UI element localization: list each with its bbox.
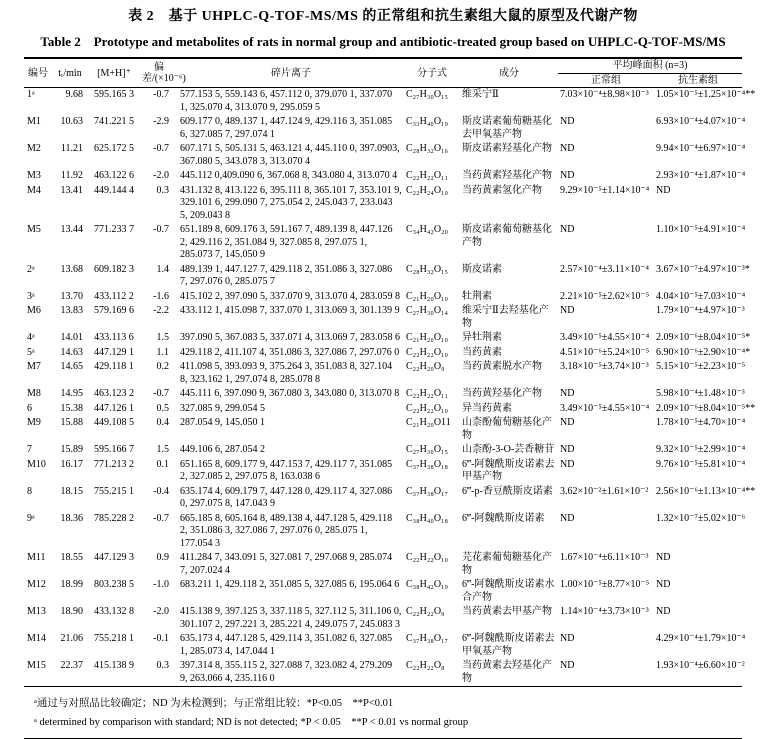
row-antibiotic-area: 1.32×10⁻⁷±5.02×10⁻⁶: [656, 512, 746, 524]
row-antibiotic-area: ND: [656, 552, 671, 564]
row-formula: C₃₃H₄₀O₁₉: [406, 116, 449, 128]
footnotes: [24, 695, 742, 732]
row-fragment-ions: 431.132 8, 413.122 6, 395.111 8, 365.101 7, 353.101 9, 329.101 6, 299.090 7, 275.054 2, 245.043 7, 233.043 5, 209.043 8: [180, 184, 402, 221]
row-fragment-ions: 651.189 8, 609.176 3, 591.167 7, 489.139 8, 447.126 2, 429.116 2, 351.084 9, 327.085 8, 297.075 1, 285.073 7, 145.050 9: [180, 224, 393, 261]
row-fragment-ions: 683.211 1, 429.118 2, 351.085 5, 327.085 6, 195.064 6: [180, 579, 400, 591]
row-formula: C₃₄H₄₂O₂₀: [406, 224, 449, 236]
row-retention-time: 18.36: [60, 512, 83, 524]
col-header-deviation: 偏差/(×10⁻⁶): [140, 58, 178, 88]
table-row: [24, 443, 742, 458]
row-deviation: -0.7: [153, 89, 169, 101]
row-deviation: 1.5: [156, 444, 169, 456]
row-no: M15: [27, 660, 46, 672]
row-formula: C₃₇H₃₈O₁₇: [406, 485, 449, 497]
row-no: M2: [27, 143, 41, 155]
row-component: 当药黄素去羟基化产物: [462, 660, 552, 684]
row-deviation: 0.3: [156, 660, 169, 672]
row-no: M6: [27, 305, 41, 317]
row-formula: C₂₈H₃₂O₁₆: [406, 143, 449, 155]
row-retention-time: 9.68: [65, 89, 83, 101]
row-antibiotic-area: 4.29×10⁻⁴±1.79×10⁻⁴: [656, 633, 746, 645]
table-row: [24, 551, 742, 578]
row-component: 斯皮诺素葡萄糖基化产物: [462, 224, 552, 248]
footnote-zh: ᵃ通过与对照品比较确定；ND 为未检测到；与正常组比较：*P<0.05 **P<0.01: [34, 698, 394, 710]
row-retention-time: 18.99: [60, 579, 83, 591]
row-formula: C₂₂H₂₂O₁₀: [406, 346, 449, 358]
row-fragment-ions: 433.112 1, 415.098 7, 337.070 1, 313.069 3, 301.139 9: [180, 305, 400, 317]
table-row: [24, 387, 742, 402]
table-row: [24, 115, 742, 142]
row-deviation: 0.9: [156, 552, 169, 564]
row-component: 当药黄羟基化产物: [462, 388, 542, 400]
row-normal-area: ND: [560, 143, 575, 155]
row-mh: 771.213 2: [94, 458, 134, 470]
col-header-mh: [M+H]⁺: [88, 58, 140, 88]
row-formula: C₂₂H₂₄O₁₀: [406, 184, 449, 196]
row-no: M5: [27, 224, 41, 236]
row-component: 当药黄素脱水产物: [462, 361, 542, 373]
row-antibiotic-area: 2.93×10⁻⁴±1.87×10⁻⁴: [656, 170, 746, 182]
row-normal-area: ND: [560, 417, 575, 429]
table-row: [24, 659, 742, 687]
table-row: [24, 512, 742, 552]
row-formula: C₃₈H₄₀O₁₈: [406, 512, 449, 524]
row-no: M12: [27, 579, 46, 591]
row-normal-area: 7.03×10⁻⁴±8.98×10⁻³: [560, 89, 649, 101]
table-header: [24, 58, 742, 88]
row-normal-area: 1.00×10⁻⁵±8.77×10⁻⁵: [560, 579, 650, 591]
row-retention-time: 13.70: [60, 290, 83, 302]
row-formula: C₂₂H₂₀O₉: [406, 361, 445, 373]
table-row: [24, 290, 742, 305]
row-retention-time: 18.90: [60, 606, 83, 618]
row-mh: 433.112 2: [94, 290, 134, 302]
row-fragment-ions: 445.112 0,409.090 6, 367.068 8, 343.080 4, 313.070 4: [180, 170, 398, 182]
row-fragment-ions: 411.098 5, 393.093 9, 375.264 3, 351.083 8, 327.104 8, 323.162 1, 297.074 8, 285.078 8: [180, 361, 393, 385]
row-component: 当药黄素: [462, 346, 502, 358]
row-antibiotic-area: ND: [656, 184, 671, 196]
row-mh: 595.166 7: [94, 444, 134, 456]
row-component: 芫花素葡萄糖基化产物: [462, 552, 552, 576]
row-no: 9ᵃ: [27, 512, 35, 524]
table-body: [24, 88, 756, 687]
row-normal-area: 3.18×10⁻⁵±3.74×10⁻³: [560, 361, 649, 373]
row-no: M10: [27, 458, 46, 470]
row-component: 山柰酚葡萄糖基化产物: [462, 417, 552, 441]
row-mh: 755.215 1: [94, 485, 134, 497]
row-deviation: 0.2: [156, 361, 169, 373]
row-mh: 433.132 8: [94, 606, 134, 618]
row-component: 斯皮诺素葡萄糖基化去甲氧基产物: [462, 116, 552, 140]
row-normal-area: 9.29×10⁻⁵±1.14×10⁻⁴: [560, 184, 650, 196]
row-component: 斯皮诺素: [462, 263, 502, 275]
col-header-normal-group: 正常组: [558, 73, 654, 88]
row-no: 8: [27, 485, 32, 497]
row-mh: 447.129 3: [94, 552, 134, 564]
row-fragment-ions: 445.111 6, 397.090 9, 367.080 3, 343.080 0, 313.070 8: [180, 388, 400, 400]
row-normal-area: 4.51×10⁻⁶±5.24×10⁻⁵: [560, 346, 650, 358]
row-normal-area: ND: [560, 305, 575, 317]
table-row: [24, 360, 742, 387]
row-fragment-ions: 449.106 6, 287.054 2: [180, 444, 265, 456]
row-normal-area: ND: [560, 512, 575, 524]
table-row: [24, 485, 742, 512]
row-fragment-ions: 577.153 5, 559.143 6, 457.112 0, 379.070 1, 337.070 1, 325.070 4, 313.070 9, 295.059 5: [180, 89, 393, 113]
row-mh: 447.129 1: [94, 346, 134, 358]
row-formula: C₂₈H₃₂O₁₅: [406, 263, 449, 275]
row-no: M14: [27, 633, 46, 645]
table-row: [24, 632, 742, 659]
row-no: M7: [27, 361, 41, 373]
row-fragment-ions: 489.139 1, 447.127 7, 429.118 2, 351.086 3, 327.086 7, 297.076 0, 285.075 7: [180, 263, 393, 288]
table-row: [24, 88, 742, 116]
row-component: 6‴-p-香豆酰斯皮诺素: [462, 485, 553, 497]
row-mh: 449.108 5: [94, 417, 134, 429]
row-no: M13: [27, 606, 46, 618]
row-mh: 785.228 2: [94, 512, 134, 524]
row-normal-area: 2.57×10⁻⁴±3.11×10⁻⁴: [560, 263, 649, 275]
col-header-peak-area-group: 平均峰面积 (n=3): [558, 58, 742, 73]
row-deviation: -0.7: [153, 143, 169, 155]
row-formula: C₂₂H₂₂O₁₀: [406, 402, 449, 414]
row-formula: C₂₁H₂₀O11: [406, 417, 451, 429]
row-component: 6‴-阿魏酰斯皮诺素去甲基产物: [462, 458, 555, 483]
row-no: 4ᵃ: [27, 332, 35, 344]
row-no: M11: [27, 552, 46, 564]
row-component: 当药黄素羟基化产物: [462, 170, 552, 182]
row-no: 7: [27, 444, 32, 456]
row-mh: 447.126 1: [94, 402, 134, 414]
row-no: M4: [27, 184, 41, 196]
row-retention-time: 15.38: [60, 402, 83, 414]
row-formula: C₂₇H₃₀O₁₄: [406, 305, 449, 317]
row-antibiotic-area: 3.67×10⁻⁷±4.97×10⁻³*: [656, 263, 750, 275]
row-mh: 741.221 5: [94, 116, 134, 128]
row-deviation: 0.5: [156, 402, 169, 414]
footnote-en: ᵃ determined by comparison with standard; ND is not detected; *P < 0.05 **P < 0.01 vs normal group: [34, 716, 469, 728]
row-normal-area: 2.21×10⁻⁵±2.62×10⁻⁵: [560, 290, 650, 302]
col-header-fragment-ions: 碎片离子: [178, 58, 404, 88]
row-normal-area: ND: [560, 224, 575, 236]
row-mh: 433.113 6: [94, 332, 134, 344]
row-retention-time: 14.01: [60, 332, 83, 344]
row-deviation: 1.5: [156, 332, 169, 344]
row-mh: 579.169 6: [94, 305, 134, 317]
row-no: 3ᵃ: [27, 290, 35, 302]
row-deviation: -1.6: [153, 290, 169, 302]
row-retention-time: 21.06: [60, 633, 83, 645]
row-deviation: -0.1: [153, 633, 169, 645]
row-component: 异牡荆素: [462, 332, 502, 344]
table-row: [24, 402, 742, 417]
row-deviation: -0.7: [153, 388, 169, 400]
row-antibiotic-area: 4.04×10⁻⁵±7.03×10⁻⁴: [656, 290, 746, 302]
row-component: 当药黄素去甲基产物: [462, 606, 552, 618]
row-normal-area: ND: [560, 660, 575, 672]
row-fragment-ions: 415.138 9, 397.125 3, 337.118 5, 327.112 5, 311.106 0, 301.107 2, 297.221 3, 285.221 4, 249.075 7, 245.083 3: [180, 606, 402, 630]
col-header-no: 编号: [24, 58, 52, 88]
table-row: [24, 263, 742, 290]
row-normal-area: ND: [560, 388, 575, 400]
row-no: 2ᵃ: [27, 263, 35, 275]
row-mh: 463.122 6: [94, 170, 134, 182]
row-fragment-ions: 287.054 9, 145.050 1: [180, 417, 265, 429]
row-antibiotic-area: 1.78×10⁻⁵±4.70×10⁻⁴: [656, 417, 746, 429]
row-retention-time: 11.21: [60, 143, 83, 155]
row-normal-area: 1.67×10⁻⁴±6.11×10⁻³: [560, 552, 649, 564]
row-deviation: -0.4: [153, 485, 169, 497]
row-deviation: 0.4: [156, 417, 169, 429]
table-row: [24, 169, 742, 184]
row-antibiotic-area: ND: [656, 606, 671, 618]
row-antibiotic-area: 9.94×10⁻⁴±6.97×10⁻⁴: [656, 143, 746, 155]
row-mh: 429.118 1: [94, 361, 134, 373]
row-deviation: -2.0: [153, 606, 169, 618]
row-retention-time: 11.92: [60, 170, 83, 182]
row-retention-time: 18.15: [60, 485, 83, 497]
row-deviation: 1.4: [156, 263, 169, 275]
row-retention-time: 13.68: [60, 263, 83, 275]
row-normal-area: 1.14×10⁻⁴±3.73×10⁻³: [560, 606, 649, 618]
row-formula: C₂₇H₃₀O₁₅: [406, 89, 449, 101]
col-header-component: 成分: [460, 58, 558, 88]
row-normal-area: 3.62×10⁻²±1.61×10⁻²: [560, 485, 649, 497]
row-normal-area: ND: [560, 444, 575, 456]
row-antibiotic-area: 6.93×10⁻⁴±4.07×10⁻⁴: [656, 116, 746, 128]
row-component: 维采宁Ⅱ去羟基化产物: [462, 305, 549, 329]
table-row: [24, 346, 742, 361]
row-deviation: -0.7: [153, 224, 169, 236]
table-row: [24, 331, 742, 346]
row-fragment-ions: 635.173 4, 447.128 5, 429.114 3, 351.082 6, 327.085 1, 285.073 4, 147.044 1: [180, 633, 393, 657]
row-no: 5ᵃ: [27, 346, 35, 358]
row-mh: 625.172 5: [94, 143, 134, 155]
row-component: 6‴-阿魏酰斯皮诺素: [462, 512, 545, 524]
row-mh: 463.123 2: [94, 388, 134, 400]
row-fragment-ions: 411.284 7, 343.091 5, 327.081 7, 297.068 9, 285.074 7, 207.024 4: [180, 552, 393, 576]
row-component: 异当药黄素: [462, 402, 512, 414]
row-antibiotic-area: 5.15×10⁻⁵±2.23×10⁻⁵: [656, 361, 746, 373]
row-mh: 771.233 7: [94, 224, 134, 236]
row-normal-area: ND: [560, 458, 575, 470]
row-fragment-ions: 415.102 2, 397.090 5, 337.070 9, 313.070 4, 283.059 8: [180, 290, 400, 302]
row-formula: C₂₂H₂₂O₁₁: [406, 388, 449, 400]
row-fragment-ions: 635.174 4, 609.179 7, 447.128 0, 429.117 4, 327.086 0, 297.075 8, 147.043 9: [180, 485, 393, 510]
row-antibiotic-area: 9.32×10⁻⁵±2.99×10⁻⁴: [656, 444, 746, 456]
row-antibiotic-area: 9.76×10⁻⁵±5.81×10⁻⁴: [656, 458, 746, 470]
row-antibiotic-area: ND: [656, 579, 671, 591]
row-fragment-ions: 397.090 5, 367.083 5, 337.071 4, 313.069 7, 283.058 6: [180, 332, 400, 344]
row-formula: C₃₇H₃₈O₁₈: [406, 458, 449, 470]
table-row: [24, 184, 742, 224]
row-antibiotic-area: 1.93×10⁻⁴±6.60×10⁻²: [656, 660, 745, 672]
row-retention-time: 15.88: [60, 417, 83, 429]
row-deviation: -0.7: [153, 512, 169, 524]
row-component: 当药黄素氢化产物: [462, 184, 542, 196]
row-formula: C₂₁H₂₀O₁₀: [406, 290, 449, 302]
row-no: M1: [27, 116, 41, 128]
row-formula: C₂₇H₃₀O₁₅: [406, 444, 449, 456]
table-row: [24, 416, 742, 443]
table-row: [24, 605, 742, 632]
table-title-zh: 表 2 基于 UHPLC-Q-TOF-MS/MS 的正常组和抗生素组大鼠的原型及代谢产物: [128, 9, 638, 24]
col-header-formula: 分子式: [404, 58, 460, 88]
row-antibiotic-area: 1.05×10⁻⁵±1.25×10⁻⁴**: [656, 89, 756, 101]
row-antibiotic-area: 2.09×10⁻⁶±8.04×10⁻⁵**: [656, 402, 756, 414]
table-row: [24, 304, 742, 331]
row-retention-time: 13.41: [60, 184, 83, 196]
row-normal-area: ND: [560, 170, 575, 182]
row-deviation: -1.0: [153, 579, 169, 591]
row-formula: C₃₈H₄₂O₁₉: [406, 579, 449, 591]
row-retention-time: 13.83: [60, 305, 83, 317]
row-deviation: -2.0: [153, 170, 169, 182]
row-retention-time: 13.44: [60, 224, 83, 236]
row-component: 维采宁Ⅱ: [462, 89, 499, 101]
row-antibiotic-area: 1.10×10⁻⁵±4.91×10⁻⁴: [656, 224, 746, 236]
row-normal-area: ND: [560, 116, 575, 128]
row-mh: 415.138 9: [94, 660, 134, 672]
row-retention-time: 22.37: [60, 660, 83, 672]
row-deviation: 0.3: [156, 184, 169, 196]
row-normal-area: 3.49×10⁻⁵±4.55×10⁻⁴: [560, 402, 650, 414]
row-antibiotic-area: 2.09×10⁻⁶±8.04×10⁻⁵*: [656, 332, 751, 344]
row-fragment-ions: 665.185 8, 605.164 8, 489.138 4, 447.128 5, 429.118 2, 351.086 3, 327.086 7, 297.076 0, 285.075 1, 177.054 3: [180, 512, 393, 549]
row-retention-time: 14.63: [60, 346, 83, 358]
row-formula: C₂₂H₂₂O₁₀: [406, 552, 449, 564]
row-formula: C₃₇H₃₈O₁₇: [406, 633, 449, 645]
row-mh: 755.218 1: [94, 633, 134, 645]
metabolites-table: [24, 57, 756, 687]
row-fragment-ions: 429.118 2, 411.107 4, 351.086 3, 327.086 7, 297.076 0: [180, 346, 400, 358]
row-retention-time: 15.89: [60, 444, 83, 456]
col-header-retention-time: tᵣ/min: [52, 58, 88, 88]
table-row: [24, 223, 742, 263]
row-fragment-ions: 609.177 0, 489.137 1, 447.124 9, 429.116 3, 351.085 6, 327.085 7, 297.074 1: [180, 116, 393, 140]
row-mh: 595.165 3: [94, 89, 134, 101]
row-retention-time: 18.55: [60, 552, 83, 564]
table-row: [24, 458, 742, 485]
row-normal-area: 3.49×10⁻⁵±4.55×10⁻⁴: [560, 332, 650, 344]
row-component: 6‴-阿魏酰斯皮诺素去甲氧基产物: [462, 633, 555, 657]
row-deviation: -2.2: [153, 305, 169, 317]
row-no: M3: [27, 170, 41, 182]
row-mh: 803.238 5: [94, 579, 134, 591]
table-title-en: Table 2 Prototype and metabolites of rats in normal group and antibiotic-treated group based on UHPLC-Q-TOF-MS/MS: [40, 33, 726, 49]
row-no: 6: [27, 402, 32, 414]
table-row: [24, 578, 742, 605]
row-no: M9: [27, 417, 41, 429]
row-formula: C₂₂H₂₂O₁₁: [406, 170, 449, 182]
row-component: 斯皮诺素羟基化产物: [462, 143, 552, 155]
row-mh: 449.144 4: [94, 184, 134, 196]
row-fragment-ions: 327.085 9, 299.054 5: [180, 402, 265, 414]
row-component: 山柰酚-3-O-芸香糖苷: [462, 444, 555, 456]
row-mh: 609.182 3: [94, 263, 134, 275]
row-formula: C₂₂H₂₂O₈: [406, 660, 445, 672]
row-retention-time: 14.65: [60, 361, 83, 373]
col-header-antibiotic-group: 抗生素组: [654, 73, 742, 88]
row-formula: C₂₂H₂₂O₉: [406, 606, 445, 618]
row-retention-time: 16.17: [60, 458, 83, 470]
row-normal-area: ND: [560, 633, 575, 645]
row-fragment-ions: 607.171 5, 505.131 5, 463.121 4, 445.110 0, 397.0903, 367.080 5, 343.078 3, 313.070 4: [180, 143, 400, 167]
row-component: 牡荆素: [462, 290, 492, 302]
table-row: [24, 142, 742, 169]
row-retention-time: 10.63: [60, 116, 83, 128]
row-fragment-ions: 397.314 8, 355.115 2, 327.088 7, 323.082 4, 279.209 9, 263.066 4, 235.116 0: [180, 660, 393, 684]
row-no: M8: [27, 388, 41, 400]
row-component: 6‴-阿魏酰斯皮诺素水合产物: [462, 579, 555, 603]
row-antibiotic-area: 5.98×10⁻⁴±1.48×10⁻³: [656, 388, 745, 400]
row-deviation: 1.1: [156, 346, 169, 358]
row-antibiotic-area: 2.56×10⁻⁶±1.13×10⁻⁴**: [656, 485, 756, 497]
row-fragment-ions: 651.165 8, 609.177 9, 447.153 7, 429.117 7, 351.085 2, 327.085 2, 297.075 8, 163.038 6: [180, 458, 393, 483]
row-no: 1ᵃ: [27, 89, 35, 101]
row-antibiotic-area: 1.79×10⁻⁴±4.97×10⁻³: [656, 305, 745, 317]
row-deviation: 0.1: [156, 458, 169, 470]
row-antibiotic-area: 6.90×10⁻⁶±2.90×10⁻⁴*: [656, 346, 751, 358]
row-formula: C₂₁H₂₀O₁₀: [406, 332, 449, 344]
row-retention-time: 14.95: [60, 388, 83, 400]
row-deviation: -2.9: [153, 116, 169, 128]
